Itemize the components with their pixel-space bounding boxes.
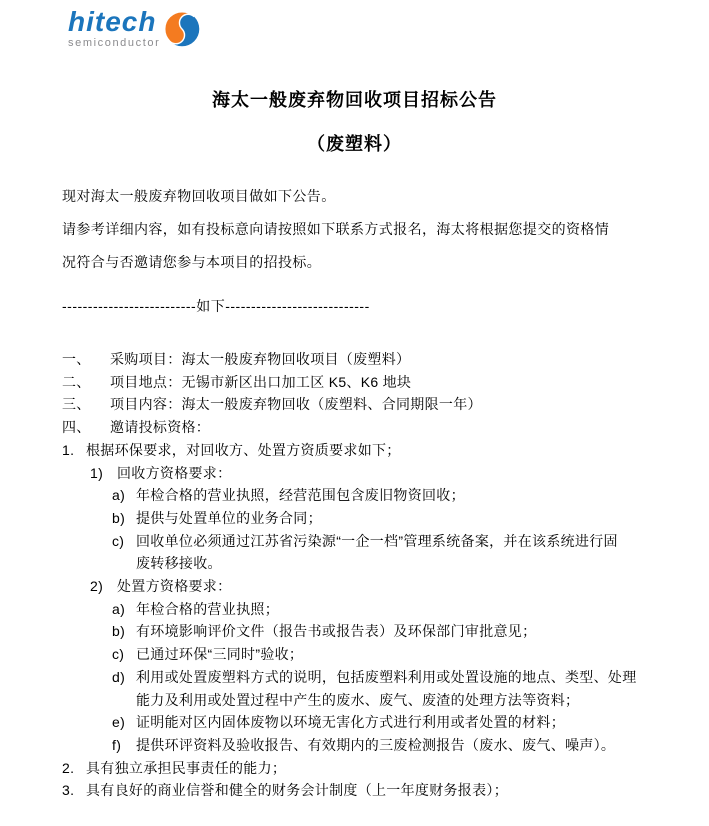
list-item-text	[110, 371, 669, 394]
list-item	[62, 734, 669, 757]
list-item-text	[117, 575, 669, 598]
list-item-marker: 2)	[90, 578, 104, 595]
list-item	[62, 575, 669, 598]
logo	[68, 8, 200, 52]
list-item-marker: e)	[112, 714, 126, 731]
list-item	[62, 462, 669, 485]
intro-line: 现对海太一般废弃物回收项目做如下公告。	[62, 188, 336, 204]
list-item-line: 采购项目：海太一般废弃物回收项目（废塑料）	[110, 351, 411, 367]
list-item-marker: d)	[112, 668, 126, 685]
list-item	[62, 666, 669, 711]
list-item-marker: 3.	[62, 782, 75, 799]
requirements-list	[62, 348, 669, 802]
list-item-marker: 三、	[62, 396, 91, 413]
list-item-marker: 2.	[62, 759, 75, 776]
list-item	[62, 439, 669, 462]
document-title: 海太一般废弃物回收项目招标公告	[212, 90, 497, 110]
list-item-line: 利用或处置废塑料方式的说明，包括废塑料利用或处置设施的地点、类型、处理	[136, 668, 637, 685]
list-item-text	[110, 416, 669, 439]
list-item	[62, 416, 669, 439]
list-item-line: 废转移接收。	[136, 555, 222, 572]
list-item-line: 年检合格的营业执照，经营范围包含废旧物资回收；	[136, 487, 465, 504]
list-item-line: 能力及利用或处置过程中产生的废水、废气、废渣的处理方法等资料；	[136, 691, 580, 708]
intro-line: 请参考详细内容，如有投标意向请按照如下联系方式报名，海太将根据您提交的资格情	[62, 221, 610, 237]
intro-paragraphs	[62, 180, 654, 279]
list-item-text	[136, 734, 669, 757]
document-subtitle: （废塑料）	[307, 134, 402, 154]
list-item-marker: c)	[112, 532, 125, 549]
list-item-line: 证明能对区内固体废物以环境无害化方式进行利用或者处置的材料；	[136, 714, 565, 731]
list-item-text	[136, 507, 669, 530]
list-item-marker: 1.	[62, 441, 75, 458]
list-item-text	[136, 484, 669, 507]
list-item-marker: 二、	[62, 373, 91, 390]
list-item-line: 回收单位必须通过江苏省污染源“一企一档”管理系统备案，并在该系统进行固	[136, 532, 618, 549]
list-item-line: 邀请投标资格：	[110, 419, 211, 436]
list-item-marker: f)	[112, 736, 122, 753]
list-item	[62, 393, 669, 416]
list-item-text	[136, 711, 669, 734]
list-item	[62, 530, 669, 575]
logo-wordmark	[68, 8, 160, 49]
list-item-text	[136, 598, 669, 621]
list-item-line: 具有良好的商业信誉和健全的财务会计制度（上一年度财务报表）；	[86, 782, 508, 799]
logo-swirl-icon	[164, 11, 200, 52]
list-item-marker: b)	[112, 509, 126, 526]
list-item-text	[86, 757, 669, 780]
list-item	[62, 348, 669, 371]
list-item	[62, 620, 669, 643]
list-item-text	[136, 643, 669, 666]
divider-line: --------------------------如下----------------------------	[62, 298, 370, 314]
list-item-text	[86, 439, 669, 462]
list-item-marker: 一、	[62, 351, 91, 367]
list-item-text	[136, 666, 669, 711]
list-item-line: 根据环保要求，对回收方、处置方资质要求如下；	[86, 441, 401, 458]
list-item	[62, 371, 669, 394]
list-item-marker: 四、	[62, 419, 91, 436]
list-item-text	[117, 462, 669, 485]
list-item-line: 提供与处置单位的业务合同；	[136, 509, 322, 526]
list-item-text	[86, 779, 669, 802]
list-item	[62, 757, 669, 780]
list-item	[62, 598, 669, 621]
logo-subtitle-text: semiconductor	[68, 37, 161, 49]
list-item-text	[136, 530, 669, 575]
list-item-text	[110, 348, 669, 371]
logo-brand-text: hitech	[68, 6, 157, 37]
list-item	[62, 507, 669, 530]
list-item-line: 提供环评资料及验收报告、有效期内的三废检测报告（废水、废气、噪声）。	[136, 736, 616, 753]
list-item-marker: a)	[112, 487, 126, 504]
list-item-text	[110, 393, 669, 416]
list-item-line: 已通过环保“三同时”验收；	[136, 646, 304, 663]
list-item-marker: c)	[112, 646, 125, 663]
list-item-marker: b)	[112, 623, 126, 640]
list-item-marker: a)	[112, 600, 126, 617]
list-item-line: 项目内容：海太一般废弃物回收（废塑料、合同期限一年）	[110, 396, 482, 413]
list-item-line: 回收方资格要求：	[117, 464, 232, 481]
list-item-line: 有环境影响评价文件（报告书或报告表）及环保部门审批意见；	[136, 623, 537, 640]
list-item	[62, 643, 669, 666]
list-item	[62, 711, 669, 734]
list-item-marker: 1)	[90, 464, 104, 481]
list-item-line: 处置方资格要求：	[117, 578, 232, 595]
list-item	[62, 484, 669, 507]
intro-line: 况符合与否邀请您参与本项目的招投标。	[62, 254, 322, 270]
list-item-text	[136, 620, 669, 643]
list-item-line: 项目地点：无锡市新区出口加工区 K5、K6 地块	[110, 373, 412, 390]
list-item	[62, 779, 669, 802]
list-item-line: 具有独立承担民事责任的能力；	[86, 759, 287, 776]
list-item-line: 年检合格的营业执照；	[136, 600, 279, 617]
